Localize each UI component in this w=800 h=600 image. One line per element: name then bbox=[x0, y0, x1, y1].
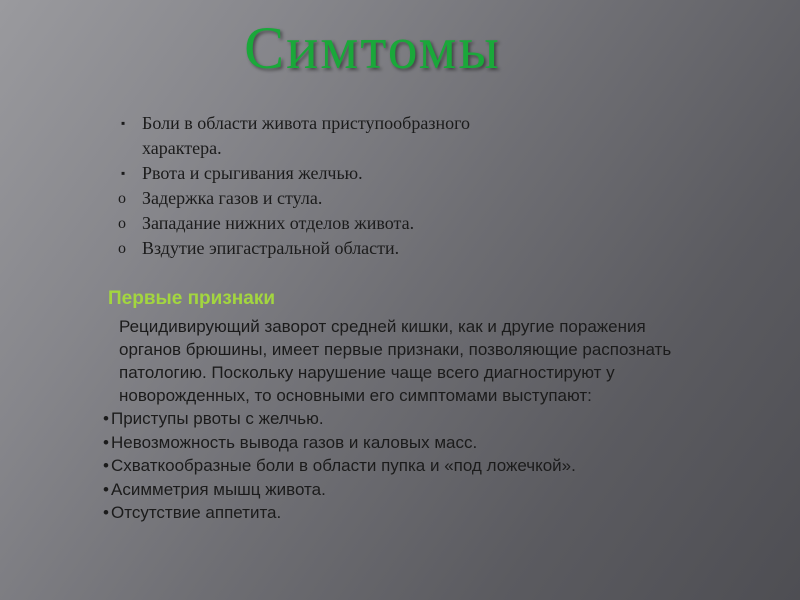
list-item: o Задержка газов и стула. bbox=[118, 186, 638, 211]
list-item: ▪ Рвота и срыгивания желчью. bbox=[118, 161, 638, 186]
list-item: • Приступы рвоты с желчью. bbox=[103, 407, 703, 431]
list-item: • Схваткообразные боли в области пупка и «под ложечкой». bbox=[103, 454, 703, 478]
square-bullet-icon: ▪ bbox=[121, 166, 126, 180]
list-item: o Западание нижних отделов живота. bbox=[118, 211, 638, 236]
first-signs-heading: Первые признаки bbox=[108, 288, 276, 309]
circle-bullet-icon: o bbox=[118, 215, 126, 232]
circle-bullet-icon: o bbox=[118, 240, 126, 257]
symptoms-list bbox=[118, 111, 638, 261]
dot-bullet-icon: • bbox=[103, 409, 109, 428]
dot-bullet-icon: • bbox=[103, 432, 109, 452]
list-item: • Отсутствие аппетита. bbox=[103, 501, 703, 525]
list-item: • Асимметрия мышц живота. bbox=[103, 478, 703, 502]
list-item: характера. bbox=[142, 138, 222, 158]
square-bullet-icon: ▪ bbox=[121, 116, 126, 130]
slide-title: Симтомы bbox=[244, 15, 501, 81]
first-signs-paragraph: Рецидивирующий заворот средней кишки, как и другие поражения органов брюшины, имеет первые признаки, позволяющие распознать патологию. Поскольку нарушение чаще всего диагностируют у новорожденных, то основными его симптомами выступают: bbox=[119, 317, 672, 405]
list-item: • Невозможность вывода газов и каловых масс. bbox=[103, 431, 703, 455]
dot-bullet-icon: • bbox=[103, 456, 109, 475]
first-signs-list bbox=[103, 407, 703, 525]
circle-bullet-icon: o bbox=[118, 190, 126, 207]
dot-bullet-icon: • bbox=[103, 503, 109, 522]
dot-bullet-icon: • bbox=[103, 479, 109, 499]
first-signs-block bbox=[103, 288, 703, 525]
list-item: ▪ Боли в области живота приступообразного bbox=[118, 111, 638, 136]
list-item: o Вздутие эпигастральной области. bbox=[118, 236, 638, 261]
